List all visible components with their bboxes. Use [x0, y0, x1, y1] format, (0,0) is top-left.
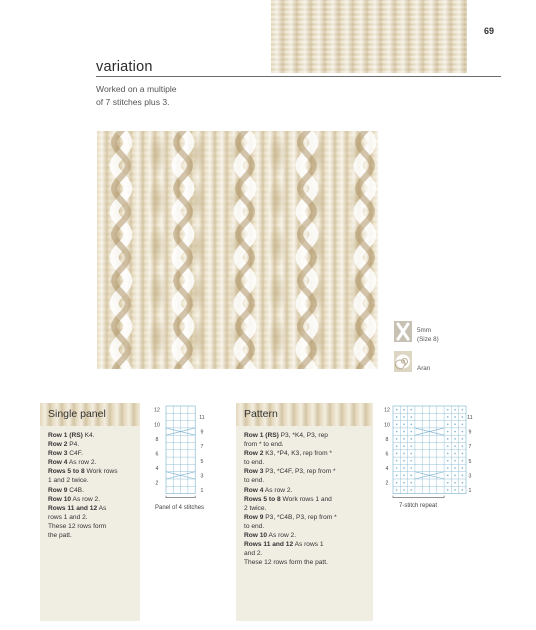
row-label: Row 2: [244, 450, 264, 458]
chart-caption-small: Panel of 4 stitches: [155, 505, 205, 511]
instruction-line: [244, 476, 365, 485]
instruction-line: [48, 522, 132, 531]
purl-dot: [396, 467, 398, 469]
purl-dot: [454, 438, 456, 440]
purl-dot: [410, 475, 412, 477]
instruction-line: [48, 449, 132, 458]
row-text: the patt.: [48, 532, 72, 540]
purl-dot: [447, 489, 449, 491]
purl-dot: [454, 489, 456, 491]
purl-dot: [454, 423, 456, 425]
instruction-line: [244, 558, 365, 567]
needle-size-text: [417, 327, 439, 344]
purl-dot: [447, 431, 449, 433]
purl-dot: [462, 416, 464, 418]
purl-dot: [454, 482, 456, 484]
chart-row-label: 11: [199, 414, 205, 421]
purl-dot: [454, 453, 456, 455]
purl-dot: [410, 445, 412, 447]
row-text: As: [97, 504, 107, 512]
instruction-line: [244, 540, 365, 549]
needle-size-metric: 5mm: [417, 327, 431, 334]
purl-dot: [396, 489, 398, 491]
intro-text: [96, 83, 226, 108]
purl-dot: [462, 489, 464, 491]
purl-dot: [396, 460, 398, 462]
chart-grid-small: [149, 402, 211, 500]
row-label: Row 4: [48, 459, 68, 467]
purl-dot: [462, 438, 464, 440]
repeat-bracket: [393, 496, 444, 498]
purl-dot: [396, 409, 398, 411]
knit-swatch-photo: [97, 131, 378, 369]
instruction-line: [244, 504, 365, 513]
purl-dot: [462, 409, 464, 411]
purl-dot: [410, 416, 412, 418]
top-knit-swatch-image: [271, 0, 467, 73]
single-panel-header: [40, 403, 140, 426]
chart-row-label: 12: [384, 407, 390, 414]
chart-row-label: 1: [200, 487, 204, 494]
purl-dot: [396, 438, 398, 440]
single-panel-heading: Single panel: [48, 408, 106, 420]
row-label: Row 9: [244, 513, 264, 521]
instruction-line: [48, 458, 132, 467]
row-label: Rows 5 to 8: [244, 495, 281, 503]
chart-row-label: 9: [200, 429, 204, 436]
purl-dot: [462, 431, 464, 433]
purl-dot: [447, 467, 449, 469]
crossed-needles-icon: [394, 321, 412, 342]
purl-dot: [403, 475, 405, 477]
purl-dot: [462, 445, 464, 447]
instruction-line: [48, 431, 132, 440]
chart-row-label: 7: [200, 444, 204, 451]
row-text: As row 2.: [67, 459, 97, 467]
purl-dot: [447, 416, 449, 418]
purl-dot: [447, 445, 449, 447]
purl-dot: [410, 467, 412, 469]
purl-dot: [410, 431, 412, 433]
instruction-line: [48, 504, 132, 513]
row-text: These 12 rows form the patt.: [244, 559, 328, 567]
chart-row-label: 1: [468, 487, 472, 494]
single-panel-instructions: [40, 403, 140, 621]
purl-dot: [454, 431, 456, 433]
purl-dot: [454, 460, 456, 462]
row-text: K3, *P4, K3, rep from *: [263, 450, 332, 458]
purl-dot: [403, 423, 405, 425]
pattern-heading: Pattern: [244, 408, 278, 420]
pattern-instructions: [236, 403, 373, 621]
row-text: As row 2.: [267, 532, 297, 540]
row-text: P3, *K4, P3, rep: [278, 432, 328, 439]
purl-dot: [396, 423, 398, 425]
row-label: Rows 5 to 8: [48, 468, 85, 476]
purl-dot: [454, 416, 456, 418]
purl-dot: [447, 475, 449, 477]
purl-dot: [447, 460, 449, 462]
row-label: Row 2: [48, 441, 68, 449]
purl-dot: [462, 453, 464, 455]
chart-row-label: 3: [200, 473, 204, 480]
purl-dot: [447, 438, 449, 440]
purl-dot: [396, 445, 398, 447]
chart-caption-large: 7-stitch repeat: [399, 503, 438, 509]
chart-row-label: 11: [467, 414, 473, 421]
yarn-weight-box: [394, 351, 412, 372]
instruction-line: [244, 495, 365, 504]
instruction-line: [244, 513, 365, 522]
pattern-rows: [236, 426, 373, 567]
instruction-line: [244, 449, 365, 458]
row-text: C4F.: [67, 450, 83, 458]
purl-dot: [447, 482, 449, 484]
row-label: Row 4: [244, 486, 264, 494]
purl-dot: [403, 431, 405, 433]
chart-row-label: 7: [468, 444, 472, 451]
chart-row-label: 6: [155, 451, 159, 458]
row-text: to end.: [244, 477, 265, 485]
chart-row-label: 8: [155, 436, 159, 443]
row-text: to end.: [244, 459, 265, 467]
purl-dot: [462, 423, 464, 425]
purl-dot: [454, 475, 456, 477]
instruction-line: [244, 522, 365, 531]
pattern-header: [236, 403, 373, 426]
row-text: C4B.: [67, 486, 84, 494]
purl-dot: [410, 453, 412, 455]
row-text: K4.: [82, 432, 95, 439]
purl-dot: [462, 467, 464, 469]
purl-dot: [462, 460, 464, 462]
cable-texture: [97, 131, 378, 369]
single-panel-chart: [149, 402, 211, 511]
purl-dot: [410, 409, 412, 411]
row-text: 2 twice.: [244, 504, 267, 512]
purl-dot: [396, 453, 398, 455]
chart-row-label: 10: [154, 422, 160, 429]
row-label: Row 3: [244, 468, 264, 476]
row-text: These 12 rows form: [48, 522, 107, 530]
purl-dot: [462, 475, 464, 477]
instruction-line: [244, 486, 365, 495]
instruction-line: [48, 531, 132, 540]
instruction-line: [48, 513, 132, 522]
purl-dot: [410, 438, 412, 440]
row-text: Work rows 1 and: [280, 495, 332, 503]
instruction-line: [244, 458, 365, 467]
row-text: and 2.: [244, 550, 263, 558]
purl-dot: [410, 423, 412, 425]
chart-grid-large: [379, 402, 479, 500]
purl-dot: [403, 482, 405, 484]
purl-dot: [403, 409, 405, 411]
row-label: Row 9: [48, 486, 68, 494]
purl-dot: [447, 409, 449, 411]
purl-dot: [410, 489, 412, 491]
row-text: P3, *C4F, P3, rep from *: [263, 468, 336, 476]
purl-dot: [403, 445, 405, 447]
chart-row-label: 12: [154, 407, 160, 414]
purl-dot: [454, 467, 456, 469]
intro-line: Worked on a multiple: [96, 84, 177, 94]
instruction-line: [48, 440, 132, 449]
purl-dot: [396, 431, 398, 433]
intro-line: of 7 stitches plus 3.: [96, 96, 170, 107]
row-text: 1 and 2 twice.: [48, 477, 89, 485]
purl-dot: [403, 460, 405, 462]
purl-dot: [396, 475, 398, 477]
instruction-line: [244, 440, 365, 449]
instruction-line: [48, 467, 132, 476]
chart-row-label: 6: [385, 451, 389, 458]
purl-dot: [403, 467, 405, 469]
chart-row-label: 8: [385, 436, 389, 443]
pattern-chart: [379, 402, 479, 509]
row-text: As rows 1: [293, 541, 324, 549]
row-text: P4.: [67, 441, 80, 449]
yarn-ball-icon: [394, 351, 412, 372]
instruction-line: [48, 486, 132, 495]
row-label: Row 1 (RS): [244, 432, 279, 439]
repeat-bracket: [166, 496, 195, 498]
chart-row-label: 2: [385, 480, 389, 487]
row-label: Row 1 (RS): [48, 432, 83, 439]
purl-dot: [462, 482, 464, 484]
single-panel-rows: [40, 426, 140, 540]
purl-dot: [447, 423, 449, 425]
row-text: As row 2.: [263, 486, 293, 494]
row-text: to end.: [244, 522, 265, 530]
row-text: P3, *C4B, P3, rep from *: [263, 513, 337, 521]
purl-dot: [454, 445, 456, 447]
chart-row-label: 10: [384, 422, 390, 429]
purl-dot: [447, 453, 449, 455]
row-label: Rows 11 and 12: [244, 541, 294, 549]
purl-dot: [403, 438, 405, 440]
row-label: Rows 11 and 12: [48, 504, 98, 512]
chart-row-label: 4: [155, 466, 159, 473]
row-text: rows 1 and 2.: [48, 513, 88, 521]
purl-dot: [403, 416, 405, 418]
instruction-line: [244, 467, 365, 476]
chart-row-label: 4: [385, 466, 389, 473]
chart-row-label: 5: [468, 458, 472, 465]
yarn-weight-text: Aran: [417, 365, 431, 372]
purl-dot: [403, 453, 405, 455]
page-number: 69: [484, 26, 495, 36]
row-text: As row 2.: [71, 495, 101, 503]
instruction-line: [48, 476, 132, 485]
instruction-line: [244, 549, 365, 558]
purl-dot: [396, 416, 398, 418]
needle-size-us: (Size 8): [417, 335, 439, 343]
title-divider: [96, 76, 501, 77]
row-text: from * to end.: [244, 441, 284, 449]
row-label: Row 3: [48, 450, 68, 458]
needle-size-box: [394, 321, 412, 342]
instruction-line: [48, 495, 132, 504]
pattern-title: variation: [96, 59, 153, 75]
purl-dot: [403, 489, 405, 491]
purl-dot: [454, 409, 456, 411]
instruction-line: [244, 531, 365, 540]
chart-row-label: 3: [468, 473, 472, 480]
row-text: Work rows: [84, 468, 118, 476]
purl-dot: [410, 460, 412, 462]
purl-dot: [410, 482, 412, 484]
purl-dot: [396, 482, 398, 484]
chart-row-label: 2: [155, 480, 159, 487]
chart-row-label: 5: [200, 458, 204, 465]
row-label: Row 10: [48, 495, 72, 503]
instruction-line: [244, 431, 365, 440]
chart-row-label: 9: [468, 429, 472, 436]
row-label: Row 10: [244, 532, 268, 540]
